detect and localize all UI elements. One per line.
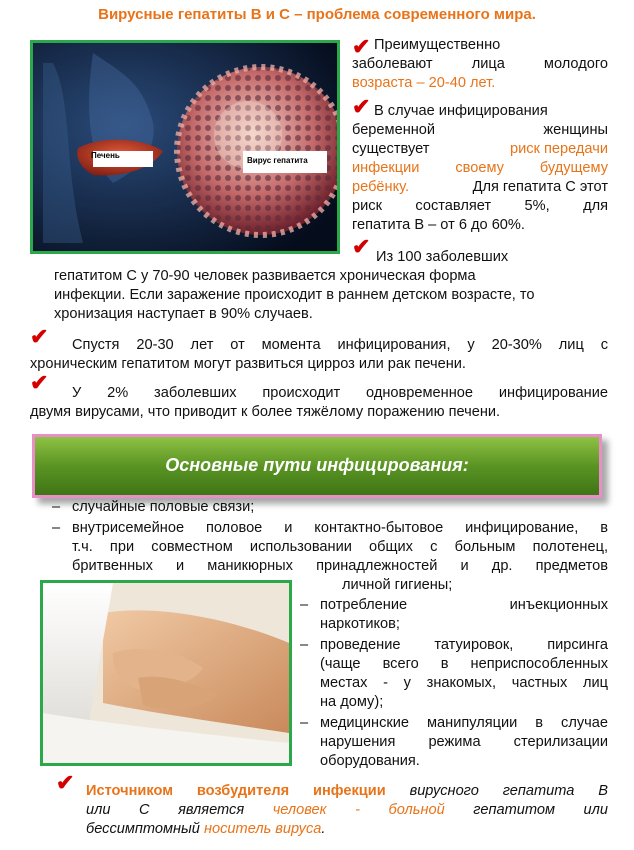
check-icon: ✔ [30, 370, 49, 395]
check-icon: ✔ [352, 34, 371, 59]
virus-label: Вирус гепатита [247, 156, 308, 165]
list-item: – случайные половые связи; [52, 499, 255, 515]
list-item: – медицинские манипуляции в случае нарушения режима стерилизации оборудования. [300, 715, 608, 769]
routes-list-side [300, 596, 608, 771]
liver-label: Печень [91, 151, 120, 160]
list-item: – потребление инъекционных наркотиков; [300, 597, 608, 632]
infection-routes-banner [32, 434, 602, 498]
check-icon: ✔ [352, 234, 371, 259]
list-item: – проведение татуировок, пирсинга (чаще всего в неприспособленных местах - у знакомых, частных лиц на дому); [300, 637, 608, 710]
paragraph-cirrhosis: Спустя 20-30 лет от момента инфицирования, у 20-30% лиц с хроническим гепатитом могут развиться цирроз или рак печени. [30, 337, 608, 372]
liver-virus-image [30, 40, 340, 254]
paragraph-pregnancy: В случае инфицирования беременной женщины существует риск передачи инфекции своему будущему ребёнку. Для гепатита С этот риск составляет 5%, для гепатита В – от 6 до 60%. [352, 103, 608, 233]
banner-title: Основные пути инфицирования: [165, 455, 469, 475]
paragraph-infection-source: Источником возбудителя инфекции вирусного гепатита В или С является человек - больной гепатитом или бессимптомный носитель вируса. [86, 783, 609, 837]
list-item: – внутрисемейное половое и контактно-бытовое инфицирование, в т.ч. при совместном использовании общих с больным полотенец, бритвенных и маникюрных принадлежностей и др. предметов личной гигиены; [52, 520, 608, 593]
paragraph-chronic-form: Из 100 заболевших гепатитом С у 70-90 человек развивается хроническая форма инфекции. Если заражение происходит в раннем детском возрасте, то хронизация наступает в 90% случаев. [54, 249, 535, 322]
check-icon: ✔ [352, 94, 371, 119]
liver-virus-illustration [33, 43, 337, 251]
palpation-photo [40, 580, 292, 766]
palpation-illustration [43, 583, 289, 763]
check-icon: ✔ [30, 324, 49, 349]
check-icon: ✔ [56, 770, 75, 795]
paragraph-young-age: Преимущественно заболевают лица молодого возраста – 20-40 лет. [352, 37, 608, 91]
page-title: Вирусные гепатиты В и С – проблема современного мира. [98, 6, 536, 23]
paragraph-coinfection: У 2% заболевших происходит одновременное инфицирование двумя вирусами, что приводит к более тяжёлому поражению печени. [30, 385, 608, 420]
